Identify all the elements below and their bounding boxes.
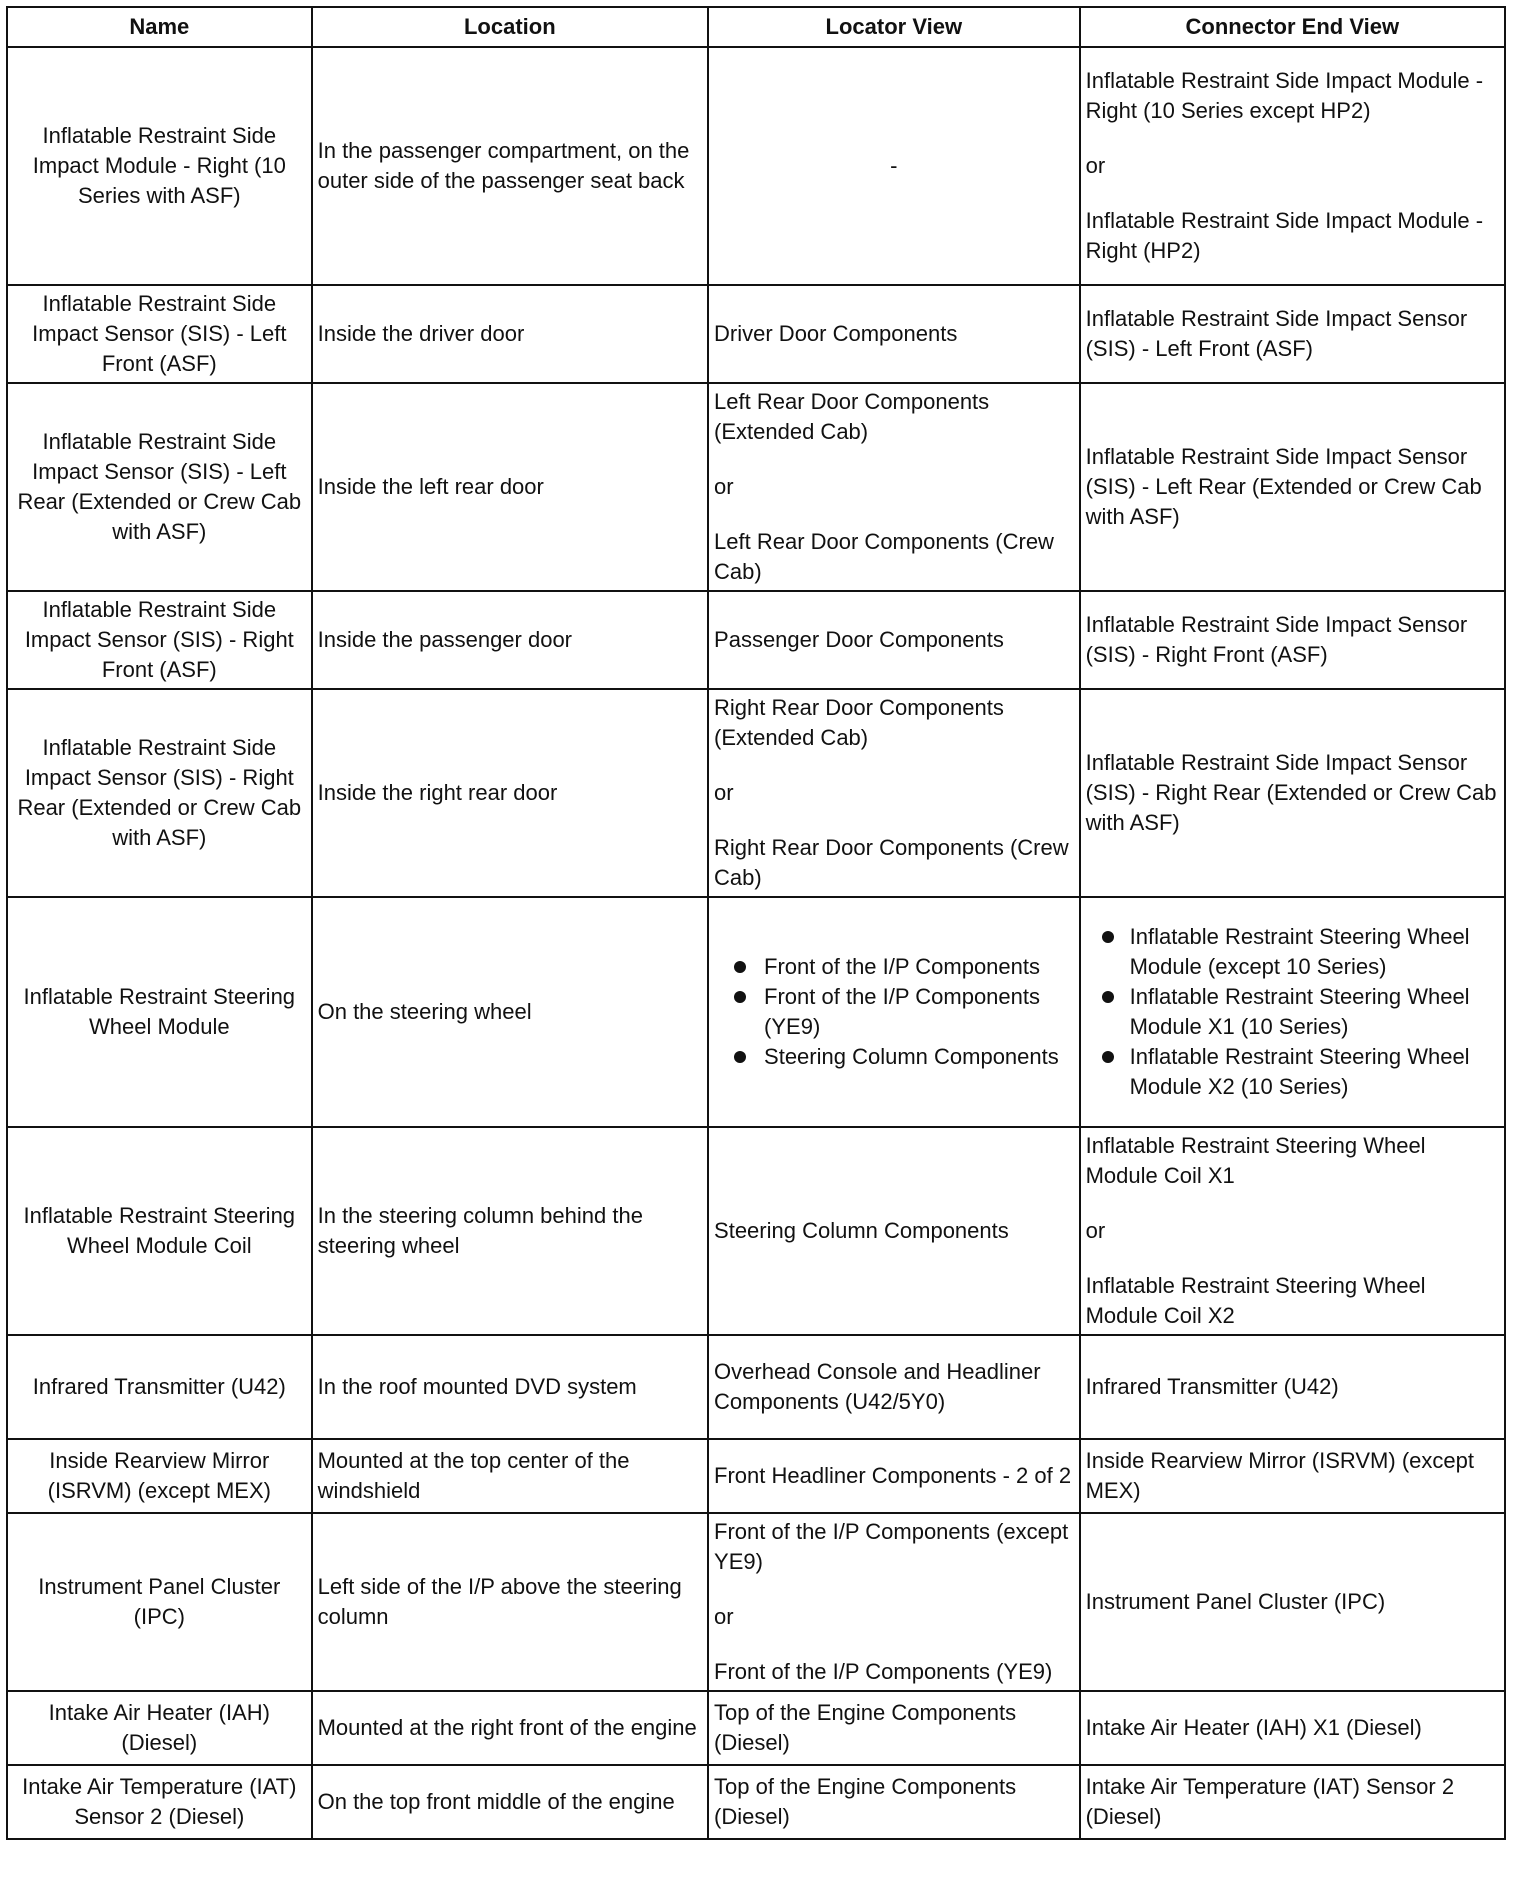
- cell-connector-end-view: [1080, 285, 1505, 383]
- connector-link[interactable]: Inflatable Restraint Side Impact Sensor (SIS) - Right Rear (Extended or Crew Cab with ASF): [1085, 750, 1497, 835]
- connector-bullet-item[interactable]: Inflatable Restraint Steering Wheel Module X1 (10 Series): [1130, 982, 1499, 1042]
- table-row: [7, 383, 1505, 591]
- table-row: [7, 1765, 1505, 1839]
- cell-name: Intake Air Heater (IAH) (Diesel): [7, 1691, 312, 1765]
- locator-link[interactable]: Top of the Engine Components (Diesel): [714, 1774, 1017, 1829]
- cell-location: In the steering column behind the steering wheel: [312, 1127, 708, 1335]
- connector-bullet-item[interactable]: Inflatable Restraint Steering Wheel Module X2 (10 Series): [1130, 1042, 1499, 1102]
- connector-link[interactable]: Inflatable Restraint Side Impact Module - Right (HP2): [1085, 208, 1484, 263]
- locator-link[interactable]: Left Rear Door Components (Extended Cab): [714, 389, 990, 444]
- locator-link[interactable]: Top of the Engine Components (Diesel): [714, 1700, 1017, 1755]
- cell-location: Inside the driver door: [312, 285, 708, 383]
- header-name: Name: [7, 7, 312, 47]
- cell-location: In the passenger compartment, on the outer side of the passenger seat back: [312, 47, 708, 285]
- header-locator-view: Locator View: [708, 7, 1080, 47]
- cell-connector-end-view: [1080, 383, 1505, 591]
- locator-link[interactable]: Overhead Console and Headliner Components (U42/5Y0): [714, 1359, 1041, 1414]
- cell-connector-end-view: [1080, 1439, 1505, 1513]
- cell-location: Left side of the I/P above the steering column: [312, 1513, 708, 1691]
- header-row: [7, 7, 1505, 47]
- locator-bullet-item[interactable]: Front of the I/P Components (YE9): [764, 982, 1074, 1042]
- cell-name: Inflatable Restraint Side Impact Sensor (SIS) - Left Front (ASF): [7, 285, 312, 383]
- connector-link[interactable]: Inflatable Restraint Steering Wheel Module Coil X1: [1085, 1133, 1426, 1188]
- table-row: [7, 1335, 1505, 1439]
- locator-link[interactable]: Passenger Door Components: [714, 627, 1004, 652]
- connector-link[interactable]: Inside Rearview Mirror (ISRVM) (except MEX): [1085, 1448, 1474, 1503]
- connector-link[interactable]: Inflatable Restraint Steering Wheel Module Coil X2: [1085, 1273, 1426, 1328]
- connector-bullet-item[interactable]: Inflatable Restraint Steering Wheel Module (except 10 Series): [1130, 922, 1499, 982]
- cell-name: Inside Rearview Mirror (ISRVM) (except MEX): [7, 1439, 312, 1513]
- cell-location: On the steering wheel: [312, 897, 708, 1127]
- connector-link[interactable]: Inflatable Restraint Side Impact Sensor (SIS) - Left Rear (Extended or Crew Cab with ASF): [1085, 444, 1482, 529]
- cell-connector-end-view: [1080, 689, 1505, 897]
- cell-connector-end-view: [1080, 1127, 1505, 1335]
- cell-locator-view: [708, 47, 1080, 285]
- header-location: Location: [312, 7, 708, 47]
- cell-location: Mounted at the top center of the windshield: [312, 1439, 708, 1513]
- cell-connector-end-view: [1080, 1765, 1505, 1839]
- table-row: [7, 1691, 1505, 1765]
- connector-link[interactable]: Inflatable Restraint Side Impact Sensor (SIS) - Left Front (ASF): [1085, 306, 1468, 361]
- cell-locator-view: [708, 1439, 1080, 1513]
- cell-locator-view: [708, 897, 1080, 1127]
- cell-name: Inflatable Restraint Side Impact Sensor (SIS) - Right Rear (Extended or Crew Cab with ASF): [7, 689, 312, 897]
- cell-locator-view: [708, 285, 1080, 383]
- connector-link[interactable]: Instrument Panel Cluster (IPC): [1085, 1589, 1386, 1614]
- cell-name: Inflatable Restraint Steering Wheel Module Coil: [7, 1127, 312, 1335]
- cell-name: Instrument Panel Cluster (IPC): [7, 1513, 312, 1691]
- locator-link[interactable]: Driver Door Components: [714, 321, 958, 346]
- table-row: [7, 1439, 1505, 1513]
- connector-link[interactable]: Intake Air Temperature (IAT) Sensor 2 (Diesel): [1085, 1774, 1455, 1829]
- locator-bullet-item[interactable]: Steering Column Components: [764, 1042, 1074, 1072]
- cell-location: Inside the passenger door: [312, 591, 708, 689]
- header-connector-end-view: Connector End View: [1080, 7, 1505, 47]
- cell-name: Infrared Transmitter (U42): [7, 1335, 312, 1439]
- cell-locator-view: [708, 591, 1080, 689]
- cell-locator-view: [708, 1513, 1080, 1691]
- or-separator: or: [1085, 1218, 1106, 1243]
- table-row: [7, 47, 1505, 285]
- cell-connector-end-view: [1080, 47, 1505, 285]
- cell-connector-end-view: [1080, 1513, 1505, 1691]
- or-separator: or: [714, 780, 734, 805]
- cell-name: Inflatable Restraint Side Impact Sensor (SIS) - Left Rear (Extended or Crew Cab with ASF): [7, 383, 312, 591]
- cell-name: Inflatable Restraint Side Impact Module - Right (10 Series with ASF): [7, 47, 312, 285]
- locator-link[interactable]: Front Headliner Components - 2 of 2: [714, 1463, 1072, 1488]
- table-row: [7, 897, 1505, 1127]
- cell-location: Inside the right rear door: [312, 689, 708, 897]
- cell-locator-view: [708, 1335, 1080, 1439]
- table-row: [7, 285, 1505, 383]
- cell-connector-end-view: [1080, 1335, 1505, 1439]
- cell-locator-view: [708, 1691, 1080, 1765]
- cell-locator-view: [708, 689, 1080, 897]
- cell-name: Inflatable Restraint Side Impact Sensor (SIS) - Right Front (ASF): [7, 591, 312, 689]
- locator-link[interactable]: Right Rear Door Components (Extended Cab): [714, 695, 1004, 750]
- table-row: [7, 1513, 1505, 1691]
- cell-connector-end-view: [1080, 897, 1505, 1127]
- cell-connector-end-view: [1080, 591, 1505, 689]
- cell-location: In the roof mounted DVD system: [312, 1335, 708, 1439]
- cell-name: Intake Air Temperature (IAT) Sensor 2 (Diesel): [7, 1765, 312, 1839]
- component-locator-table: [6, 6, 1506, 1840]
- or-separator: or: [714, 474, 734, 499]
- connector-bullet-list: [1086, 922, 1499, 1102]
- cell-locator-view: [708, 1765, 1080, 1839]
- locator-link[interactable]: Steering Column Components: [714, 1218, 1009, 1243]
- or-separator: or: [1085, 153, 1106, 178]
- cell-location: Mounted at the right front of the engine: [312, 1691, 708, 1765]
- cell-name: Inflatable Restraint Steering Wheel Module: [7, 897, 312, 1127]
- cell-connector-end-view: [1080, 1691, 1505, 1765]
- connector-link[interactable]: Intake Air Heater (IAH) X1 (Diesel): [1085, 1715, 1422, 1740]
- connector-link[interactable]: Inflatable Restraint Side Impact Module - Right (10 Series except HP2): [1085, 68, 1484, 123]
- cell-location: On the top front middle of the engine: [312, 1765, 708, 1839]
- locator-bullet-list: [714, 952, 1074, 1072]
- table-row: [7, 591, 1505, 689]
- connector-link[interactable]: Infrared Transmitter (U42): [1085, 1374, 1339, 1399]
- locator-link[interactable]: Front of the I/P Components (except YE9): [714, 1519, 1069, 1574]
- locator-bullet-item[interactable]: Front of the I/P Components: [764, 952, 1074, 982]
- locator-link[interactable]: Front of the I/P Components (YE9): [714, 1659, 1053, 1684]
- or-separator: or: [714, 1604, 734, 1629]
- cell-locator-view: [708, 383, 1080, 591]
- table-row: [7, 1127, 1505, 1335]
- cell-location: Inside the left rear door: [312, 383, 708, 591]
- locator-text: -: [890, 153, 898, 178]
- table-row: [7, 689, 1505, 897]
- cell-locator-view: [708, 1127, 1080, 1335]
- locator-link[interactable]: Right Rear Door Components (Crew Cab): [714, 835, 1069, 890]
- locator-link[interactable]: Left Rear Door Components (Crew Cab): [714, 529, 1054, 584]
- connector-link[interactable]: Inflatable Restraint Side Impact Sensor (SIS) - Right Front (ASF): [1085, 612, 1468, 667]
